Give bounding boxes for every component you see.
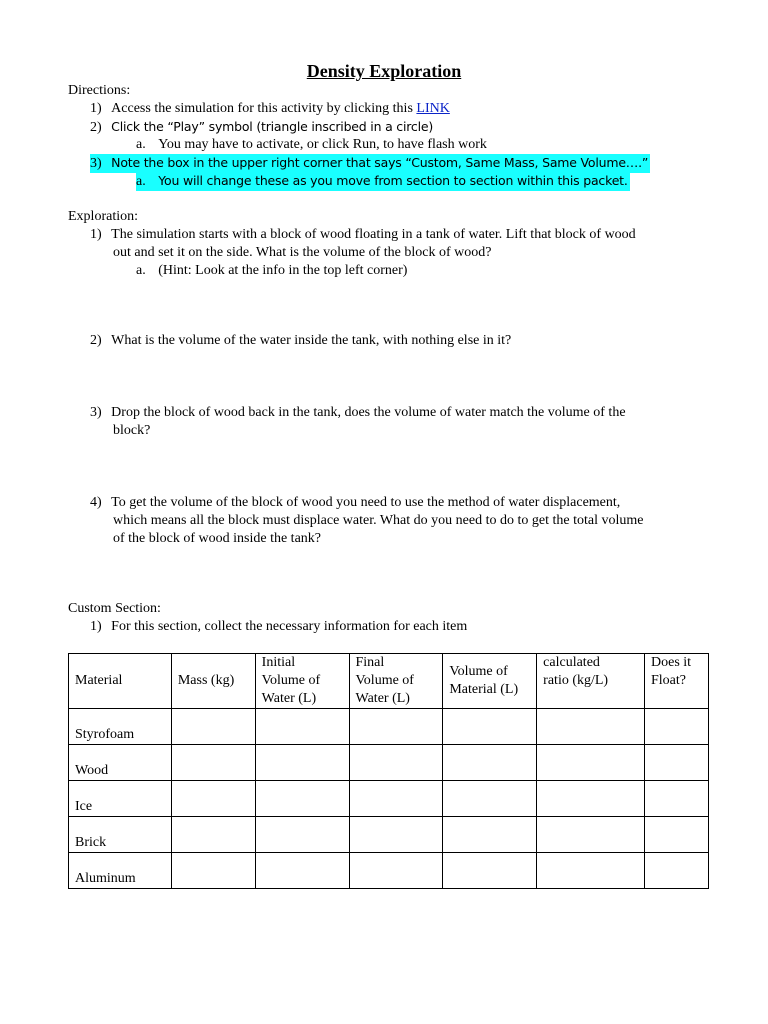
ratio-cell[interactable]	[537, 817, 645, 853]
material-cell: Brick	[69, 817, 172, 853]
page-title: Density Exploration	[306, 61, 462, 81]
question-text: What is the volume of the water inside the tank, with nothing else in it?	[111, 333, 512, 348]
question-3	[90, 404, 626, 422]
final-volume-cell[interactable]	[349, 817, 443, 853]
header-cell-volume-material: Volume of Material (L)	[443, 654, 537, 709]
initial-volume-cell[interactable]	[255, 745, 349, 781]
item-number: 3)	[90, 156, 102, 171]
item-number: 2)	[90, 120, 102, 135]
question-number: 4)	[90, 495, 102, 510]
question-text: To get the volume of the block of wood you need to use the method of water displacement,	[111, 495, 621, 510]
question-number: 3)	[90, 405, 102, 420]
directions-item-3a	[136, 172, 630, 191]
table-row	[69, 709, 709, 745]
header-cell-final-volume: Final Volume of Water (L)	[349, 654, 443, 709]
mass-cell[interactable]	[171, 709, 255, 745]
float-cell[interactable]	[645, 745, 709, 781]
question-text: Drop the block of wood back in the tank, does the volume of water match the volume of the	[111, 405, 626, 420]
volume-material-cell[interactable]	[443, 781, 537, 817]
item-letter: a.	[136, 174, 146, 189]
question-number: 1)	[90, 227, 102, 242]
volume-material-cell[interactable]	[443, 853, 537, 889]
float-cell[interactable]	[645, 817, 709, 853]
material-cell: Wood	[69, 745, 172, 781]
question-number: 2)	[90, 333, 102, 348]
table-row	[69, 817, 709, 853]
table-row	[69, 781, 709, 817]
ratio-cell[interactable]	[537, 745, 645, 781]
question-2	[90, 332, 511, 350]
question-1-hint	[136, 262, 407, 280]
initial-volume-cell[interactable]	[255, 781, 349, 817]
initial-volume-cell[interactable]	[255, 853, 349, 889]
directions-item-2	[90, 118, 433, 137]
float-cell[interactable]	[645, 709, 709, 745]
header-cell-material: Material	[69, 654, 172, 709]
item-text: You may have to activate, or click Run, to have flash work	[158, 137, 487, 152]
item-text: Note the box in the upper right corner that says “Custom, Same Mass, Same Volume….”	[111, 155, 649, 170]
table-header-row	[69, 654, 709, 709]
item-text: Click the “Play” symbol (triangle inscribed in a circle)	[111, 119, 434, 134]
initial-volume-cell[interactable]	[255, 817, 349, 853]
question-4-line-2: which means all the block must displace water. What do you need to do to get the total volume	[113, 513, 644, 528]
data-table	[68, 653, 709, 889]
question-4	[90, 494, 620, 512]
item-text: You will change these as you move from section to section within this packet.	[158, 173, 628, 188]
header-cell-mass: Mass (kg)	[171, 654, 255, 709]
material-cell: Styrofoam	[69, 709, 172, 745]
hint-text: (Hint: Look at the info in the top left corner)	[158, 263, 408, 278]
directions-item-2a	[136, 136, 487, 154]
question-1-line-2: out and set it on the side. What is the volume of the block of wood?	[113, 245, 492, 260]
custom-question-1	[90, 618, 467, 636]
float-cell[interactable]	[645, 781, 709, 817]
header-cell-ratio: calculated ratio (kg/L)	[537, 654, 645, 709]
header-cell-float: Does it Float?	[645, 654, 709, 709]
question-1	[90, 226, 636, 244]
initial-volume-cell[interactable]	[255, 709, 349, 745]
directions-heading: Directions:	[68, 83, 131, 98]
final-volume-cell[interactable]	[349, 853, 443, 889]
final-volume-cell[interactable]	[349, 709, 443, 745]
ratio-cell[interactable]	[537, 853, 645, 889]
final-volume-cell[interactable]	[349, 781, 443, 817]
item-letter: a.	[136, 137, 146, 152]
mass-cell[interactable]	[171, 745, 255, 781]
material-cell: Aluminum	[69, 853, 172, 889]
volume-material-cell[interactable]	[443, 745, 537, 781]
volume-material-cell[interactable]	[443, 817, 537, 853]
volume-material-cell[interactable]	[443, 709, 537, 745]
item-number: 1)	[90, 101, 102, 116]
table-row	[69, 853, 709, 889]
material-cell: Ice	[69, 781, 172, 817]
ratio-cell[interactable]	[537, 709, 645, 745]
question-number: 1)	[90, 619, 102, 634]
mass-cell[interactable]	[171, 781, 255, 817]
exploration-heading: Exploration:	[68, 209, 138, 224]
custom-section-heading: Custom Section:	[68, 601, 161, 616]
question-text: The simulation starts with a block of wood floating in a tank of water. Lift that block of wood	[111, 227, 636, 242]
float-cell[interactable]	[645, 853, 709, 889]
header-cell-initial-volume: Initial Volume of Water (L)	[255, 654, 349, 709]
question-3-line-2: block?	[113, 423, 151, 438]
simulation-link[interactable]: LINK	[416, 101, 450, 116]
item-text: Access the simulation for this activity by clicking this	[111, 101, 417, 116]
directions-item-1	[90, 100, 450, 118]
table-row	[69, 745, 709, 781]
directions-item-3	[90, 154, 650, 173]
mass-cell[interactable]	[171, 817, 255, 853]
mass-cell[interactable]	[171, 853, 255, 889]
ratio-cell[interactable]	[537, 781, 645, 817]
question-text: For this section, collect the necessary information for each item	[111, 619, 468, 634]
final-volume-cell[interactable]	[349, 745, 443, 781]
question-4-line-3: of the block of wood inside the tank?	[113, 531, 322, 546]
item-letter: a.	[136, 263, 146, 278]
